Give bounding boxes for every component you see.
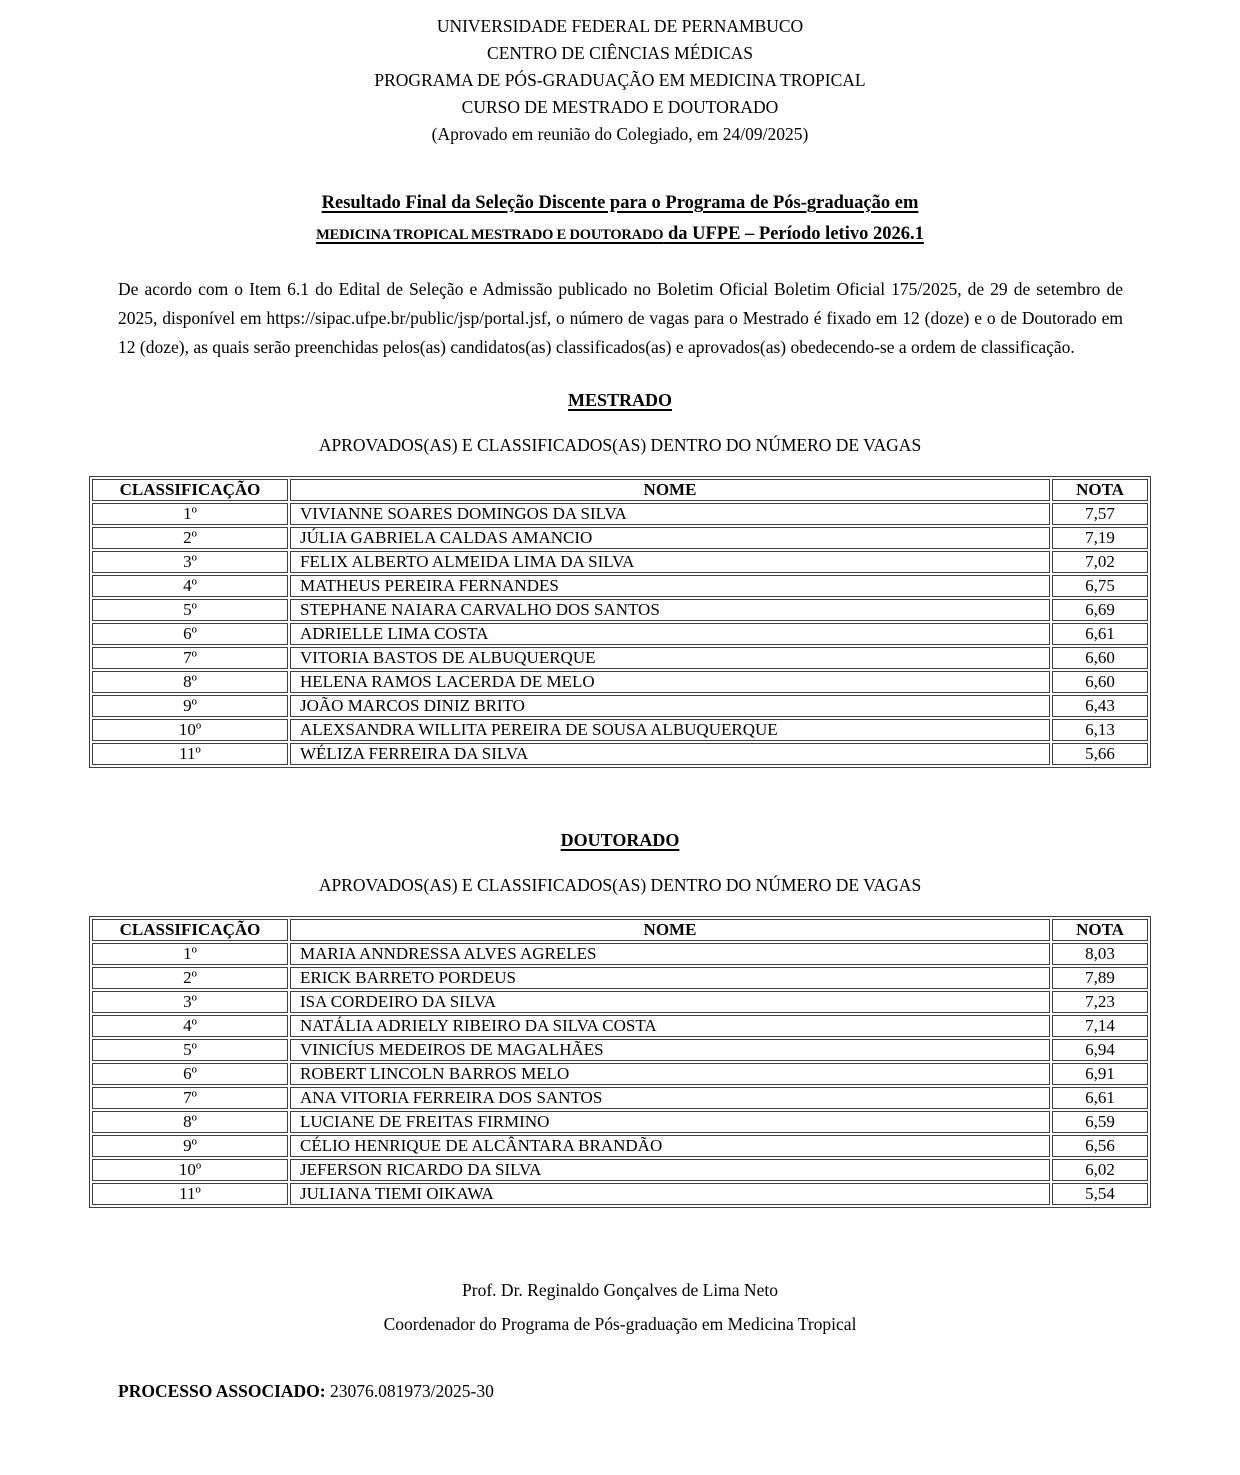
cell-nome: ISA CORDEIRO DA SILVA — [290, 991, 1050, 1013]
table-row — [92, 1183, 1148, 1205]
section-subheading-doutorado: APROVADOS(AS) E CLASSIFICADOS(AS) DENTRO DO NÚMERO DE VAGAS — [318, 875, 922, 895]
table-row — [92, 743, 1148, 765]
cell-nota: 6,60 — [1052, 647, 1148, 669]
cell-nota: 6,91 — [1052, 1063, 1148, 1085]
table-row — [92, 671, 1148, 693]
column-header-nome: NOME — [290, 919, 1050, 941]
title-line-1 — [0, 188, 1240, 219]
cell-nome: ALEXSANDRA WILLITA PEREIRA DE SOUSA ALBUQUERQUE — [290, 719, 1050, 741]
cell-nome: JULIANA TIEMI OIKAWA — [290, 1183, 1050, 1205]
cell-nota: 6,60 — [1052, 671, 1148, 693]
table-row — [92, 623, 1148, 645]
cell-nome: JOÃO MARCOS DINIZ BRITO — [290, 695, 1050, 717]
cell-classificacao: 8º — [92, 671, 288, 693]
cell-nota: 6,69 — [1052, 599, 1148, 621]
cell-nota: 6,43 — [1052, 695, 1148, 717]
cell-nome: MATHEUS PEREIRA FERNANDES — [290, 575, 1050, 597]
cell-nome: ANA VITORIA FERREIRA DOS SANTOS — [290, 1087, 1050, 1109]
cell-nome: NATÁLIA ADRIELY RIBEIRO DA SILVA COSTA — [290, 1015, 1050, 1037]
cell-classificacao: 8º — [92, 1111, 288, 1133]
header-line-university: UNIVERSIDADE FEDERAL DE PERNAMBUCO — [436, 16, 804, 36]
table-row — [92, 695, 1148, 717]
cell-nota: 6,61 — [1052, 1087, 1148, 1109]
table-header-row — [92, 479, 1148, 501]
table-row — [92, 719, 1148, 741]
cell-classificacao: 5º — [92, 1039, 288, 1061]
cell-nota: 7,89 — [1052, 967, 1148, 989]
cell-nome: ERICK BARRETO PORDEUS — [290, 967, 1050, 989]
cell-nome: JEFERSON RICARDO DA SILVA — [290, 1159, 1050, 1181]
cell-nome: STEPHANE NAIARA CARVALHO DOS SANTOS — [290, 599, 1050, 621]
cell-nota: 5,54 — [1052, 1183, 1148, 1205]
table-row — [92, 1159, 1148, 1181]
table-row — [92, 551, 1148, 573]
cell-nome: JÚLIA GABRIELA CALDAS AMANCIO — [290, 527, 1050, 549]
cell-nota: 8,03 — [1052, 943, 1148, 965]
header-line-course: CURSO DE MESTRADO E DOUTORADO — [461, 97, 779, 117]
cell-nota: 7,14 — [1052, 1015, 1148, 1037]
cell-classificacao: 9º — [92, 1135, 288, 1157]
column-header-classificacao: CLASSIFICAÇÃO — [92, 479, 288, 501]
title-line-1-text: Resultado Final da Seleção Discente para o Programa de Pós-graduação em — [321, 193, 919, 213]
cell-nota: 7,19 — [1052, 527, 1148, 549]
header-line-program: PROGRAMA DE PÓS-GRADUAÇÃO EM MEDICINA TROPICAL — [374, 70, 866, 90]
cell-classificacao: 10º — [92, 719, 288, 741]
title-line-2 — [0, 219, 1240, 251]
cell-classificacao: 1º — [92, 943, 288, 965]
document-header — [0, 13, 1240, 148]
cell-nome: VITORIA BASTOS DE ALBUQUERQUE — [290, 647, 1050, 669]
cell-nota: 7,23 — [1052, 991, 1148, 1013]
cell-nome: ADRIELLE LIMA COSTA — [290, 623, 1050, 645]
document-title — [0, 188, 1240, 251]
section-subheading-mestrado: APROVADOS(AS) E CLASSIFICADOS(AS) DENTRO DO NÚMERO DE VAGAS — [318, 435, 922, 455]
section-heading-doutorado: DOUTORADO — [560, 830, 680, 850]
signature-name: Prof. Dr. Reginaldo Gonçalves de Lima Neto — [462, 1280, 778, 1300]
table-row — [92, 1135, 1148, 1157]
intro-paragraph: De acordo com o Item 6.1 do Edital de Seleção e Admissão publicado no Boletim Oficial Boletim Oficial 175/2025, de 29 de setembro de 2025, disponível em https://sipac.ufpe.br/public/jsp/portal.jsf, o número de vagas para o Mestrado é fixado em 12 (doze) e o de Doutorado em 12 (doze), as quais serão preenchidas pelos(as) candidatos(as) classificados(as) e aprovados(as) obedecendo-se a ordem de classificação. — [118, 279, 1123, 357]
column-header-nota: NOTA — [1052, 919, 1148, 941]
table-row — [92, 1063, 1148, 1085]
cell-nome: ROBERT LINCOLN BARROS MELO — [290, 1063, 1050, 1085]
cell-nome: VINICÍUS MEDEIROS DE MAGALHÃES — [290, 1039, 1050, 1061]
cell-nota: 6,02 — [1052, 1159, 1148, 1181]
cell-classificacao: 3º — [92, 551, 288, 573]
table-row — [92, 991, 1148, 1013]
cell-nota: 7,57 — [1052, 503, 1148, 525]
cell-classificacao: 1º — [92, 503, 288, 525]
cell-classificacao: 4º — [92, 575, 288, 597]
table-row — [92, 647, 1148, 669]
table-row — [92, 943, 1148, 965]
section-heading-mestrado: MESTRADO — [567, 390, 672, 410]
table-row — [92, 599, 1148, 621]
column-header-nome: NOME — [290, 479, 1050, 501]
cell-nota: 6,56 — [1052, 1135, 1148, 1157]
table-row — [92, 1039, 1148, 1061]
column-header-nota: NOTA — [1052, 479, 1148, 501]
cell-nome: HELENA RAMOS LACERDA DE MELO — [290, 671, 1050, 693]
cell-nota: 6,94 — [1052, 1039, 1148, 1061]
signature-role: Coordenador do Programa de Pós-graduação em Medicina Tropical — [383, 1314, 857, 1334]
cell-classificacao: 9º — [92, 695, 288, 717]
cell-classificacao: 3º — [92, 991, 288, 1013]
cell-classificacao: 7º — [92, 1087, 288, 1109]
cell-nota: 6,59 — [1052, 1111, 1148, 1133]
cell-nome: WÉLIZA FERREIRA DA SILVA — [290, 743, 1050, 765]
cell-classificacao: 2º — [92, 967, 288, 989]
table-row — [92, 1087, 1148, 1109]
cell-classificacao: 4º — [92, 1015, 288, 1037]
table-row — [92, 575, 1148, 597]
cell-classificacao: 11º — [92, 1183, 288, 1205]
title-line-2-condensed: MEDICINA TROPICAL MESTRADO E DOUTORADO — [316, 227, 664, 243]
cell-classificacao: 2º — [92, 527, 288, 549]
cell-classificacao: 7º — [92, 647, 288, 669]
table-row — [92, 1015, 1148, 1037]
cell-nome: LUCIANE DE FREITAS FIRMINO — [290, 1111, 1050, 1133]
table-row — [92, 503, 1148, 525]
cell-nome: MARIA ANNDRESSA ALVES AGRELES — [290, 943, 1050, 965]
title-line-2-rest: da UFPE – Período letivo 2026.1 — [667, 224, 924, 244]
associated-process — [118, 1381, 1240, 1402]
cell-classificacao: 10º — [92, 1159, 288, 1181]
cell-nota: 5,66 — [1052, 743, 1148, 765]
process-number: 23076.081973/2025-30 — [330, 1381, 494, 1401]
table-row — [92, 1111, 1148, 1133]
cell-nota: 7,02 — [1052, 551, 1148, 573]
table-row — [92, 967, 1148, 989]
cell-classificacao: 6º — [92, 623, 288, 645]
cell-nota: 6,13 — [1052, 719, 1148, 741]
cell-nota: 6,61 — [1052, 623, 1148, 645]
cell-classificacao: 6º — [92, 1063, 288, 1085]
cell-nome: FELIX ALBERTO ALMEIDA LIMA DA SILVA — [290, 551, 1050, 573]
header-line-center: CENTRO DE CIÊNCIAS MÉDICAS — [487, 43, 753, 63]
doutorado-results-table — [89, 916, 1151, 1208]
mestrado-results-table — [89, 476, 1151, 768]
cell-classificacao: 11º — [92, 743, 288, 765]
cell-nome: CÉLIO HENRIQUE DE ALCÂNTARA BRANDÃO — [290, 1135, 1050, 1157]
process-label: PROCESSO ASSOCIADO: — [118, 1381, 326, 1401]
cell-nota: 6,75 — [1052, 575, 1148, 597]
column-header-classificacao: CLASSIFICAÇÃO — [92, 919, 288, 941]
table-row — [92, 527, 1148, 549]
header-line-approval: (Aprovado em reunião do Colegiado, em 24/09/2025) — [431, 124, 809, 144]
cell-nome: VIVIANNE SOARES DOMINGOS DA SILVA — [290, 503, 1050, 525]
table-header-row — [92, 919, 1148, 941]
cell-classificacao: 5º — [92, 599, 288, 621]
